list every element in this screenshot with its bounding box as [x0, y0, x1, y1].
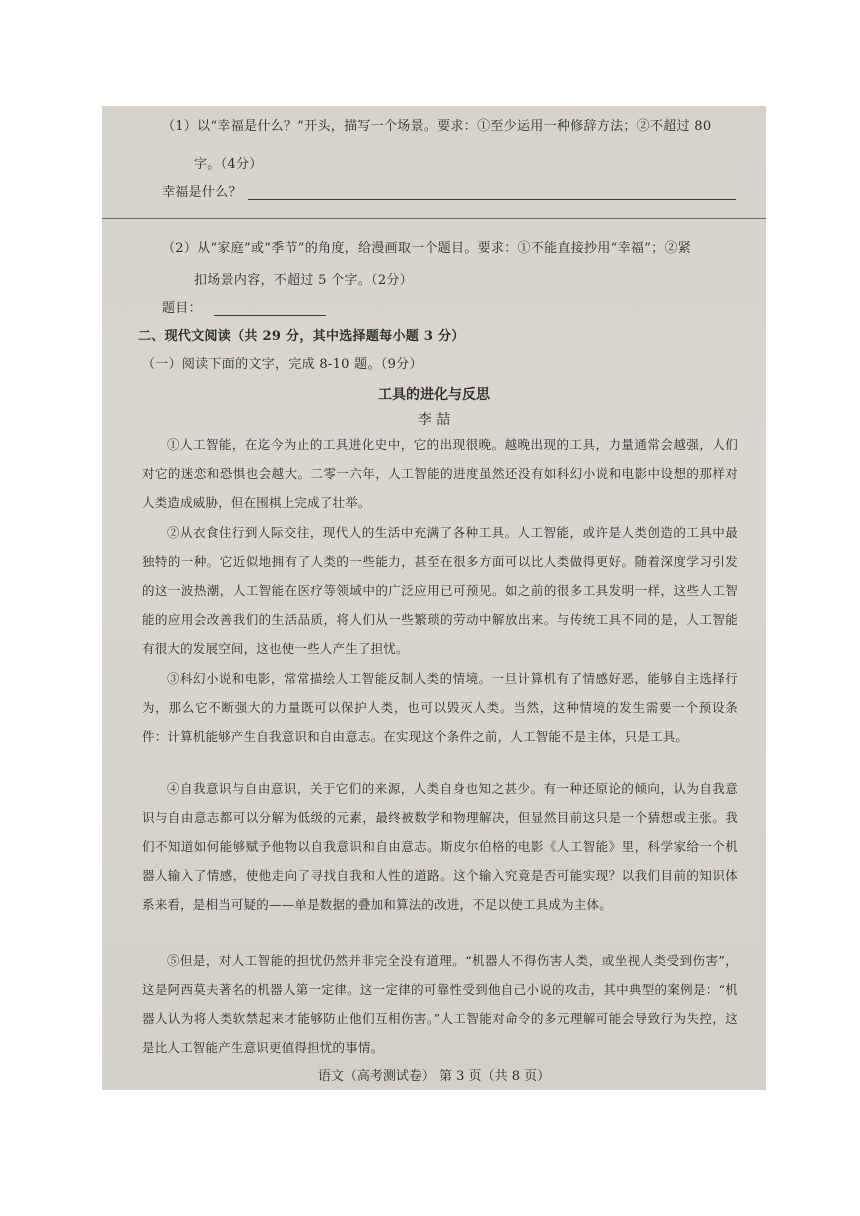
- exam-page: [102, 106, 766, 1090]
- question-2-answer-label: 题目：: [162, 301, 202, 316]
- question-1-prompt: （1）以“幸福是什么？”开头，描写一个场景。要求：①至少运用一种修辞方法；②不超过 80: [162, 119, 712, 134]
- article-title: 工具的进化与反思: [378, 387, 490, 403]
- answer-area-separator: [102, 218, 766, 219]
- article-paragraph-3: ③科幻小说和电影，常常描绘人工智能反制人类的情境。一旦计算机有了情感好恶，能够自主选择行为，那么它不断强大的力量既可以保护人类，也可以毁灭人类。当然，这种情境的发生需要一个预设条件：计算机能够产生自我意识和自由意志。在实现这个条件之前，人工智能不是主体，只是工具。: [142, 671, 738, 744]
- question-1-answer-line[interactable]: [248, 199, 736, 200]
- question-2-prompt: （2）从“家庭”或“季节”的角度，给漫画取一个题目。要求：①不能直接抄用“幸福”；②紧: [162, 241, 692, 256]
- article-paragraph-5: ⑤但是，对人工智能的担忧仍然并非完全没有道理。“机器人不得伤害人类，或坐视人类受到伤害”，这是阿西莫夫著名的机器人第一定律。这一定律的可靠性受到他自己小说的攻击，其中典型的案例是：“机器人认为将人类软禁起来才能够防止他们互相伤害。”人工智能对命令的多元理解可能会导致行为失控，这是比人工智能产生意识更值得担忧的事情。: [142, 953, 738, 1055]
- article-author: 李 喆: [417, 412, 451, 428]
- question-2-prompt-continued: 扣场景内容，不超过 5 个字。（2分）: [194, 273, 414, 288]
- section-sub-heading: （一）阅读下面的文字，完成 8-10 题。（9分）: [142, 357, 423, 372]
- article-paragraph-1: ①人工智能，在迄今为止的工具进化史中，它的出现很晚。越晚出现的工具，力量通常会越强，人们对它的迷恋和恐惧也会越大。二零一六年，人工智能的进度虽然还没有如科幻小说和电影中设想的那样对人类造成威胁，但在围棋上完成了壮举。: [142, 437, 738, 510]
- question-1-answer-label: 幸福是什么？: [162, 185, 242, 200]
- section-heading: 二、现代文阅读（共 29 分，其中选择题每小题 3 分）: [138, 329, 465, 344]
- article-paragraph-2: ②从衣食住行到人际交往，现代人的生活中充满了各种工具。人工智能，或许是人类创造的工具中最独特的一种。它近似地拥有了人类的一些能力，甚至在很多方面可以比人类做得更好。随着深度学习引发的这一波热潮，人工智能在医疗等领域中的广泛应用已可预见。如之前的很多工具发明一样，这些人工智能的应用会改善我们的生活品质，将人们从一些繁琐的劳动中解放出来。与传统工具不同的是，人工智能有很大的发展空间，这也使一些人产生了担忧。: [142, 525, 738, 656]
- question-2-answer-line[interactable]: [214, 315, 326, 316]
- page-footer: 语文（高考测试卷） 第 3 页（共 8 页）: [317, 1069, 551, 1084]
- article-paragraph-4: ④自我意识与自由意识，关于它们的来源，人类自身也知之甚少。有一种还原论的倾向，认为自我意识与自由意志都可以分解为低级的元素，最终被数学和物理解决，但显然目前这只是一个猜想或主张。我们不知道如何能够赋予他物以自我意识和自由意志。斯皮尔伯格的电影《人工智能》里，科学家给一个机器人输入了情感，使他走向了寻找自我和人性的道路。这个输入究竟是否可能实现？以我们目前的知识体系来看，是相当可疑的——单是数据的叠加和算法的改进，不足以使工具成为主体。: [142, 781, 738, 912]
- question-1-prompt-continued: 字。（4分）: [194, 157, 263, 172]
